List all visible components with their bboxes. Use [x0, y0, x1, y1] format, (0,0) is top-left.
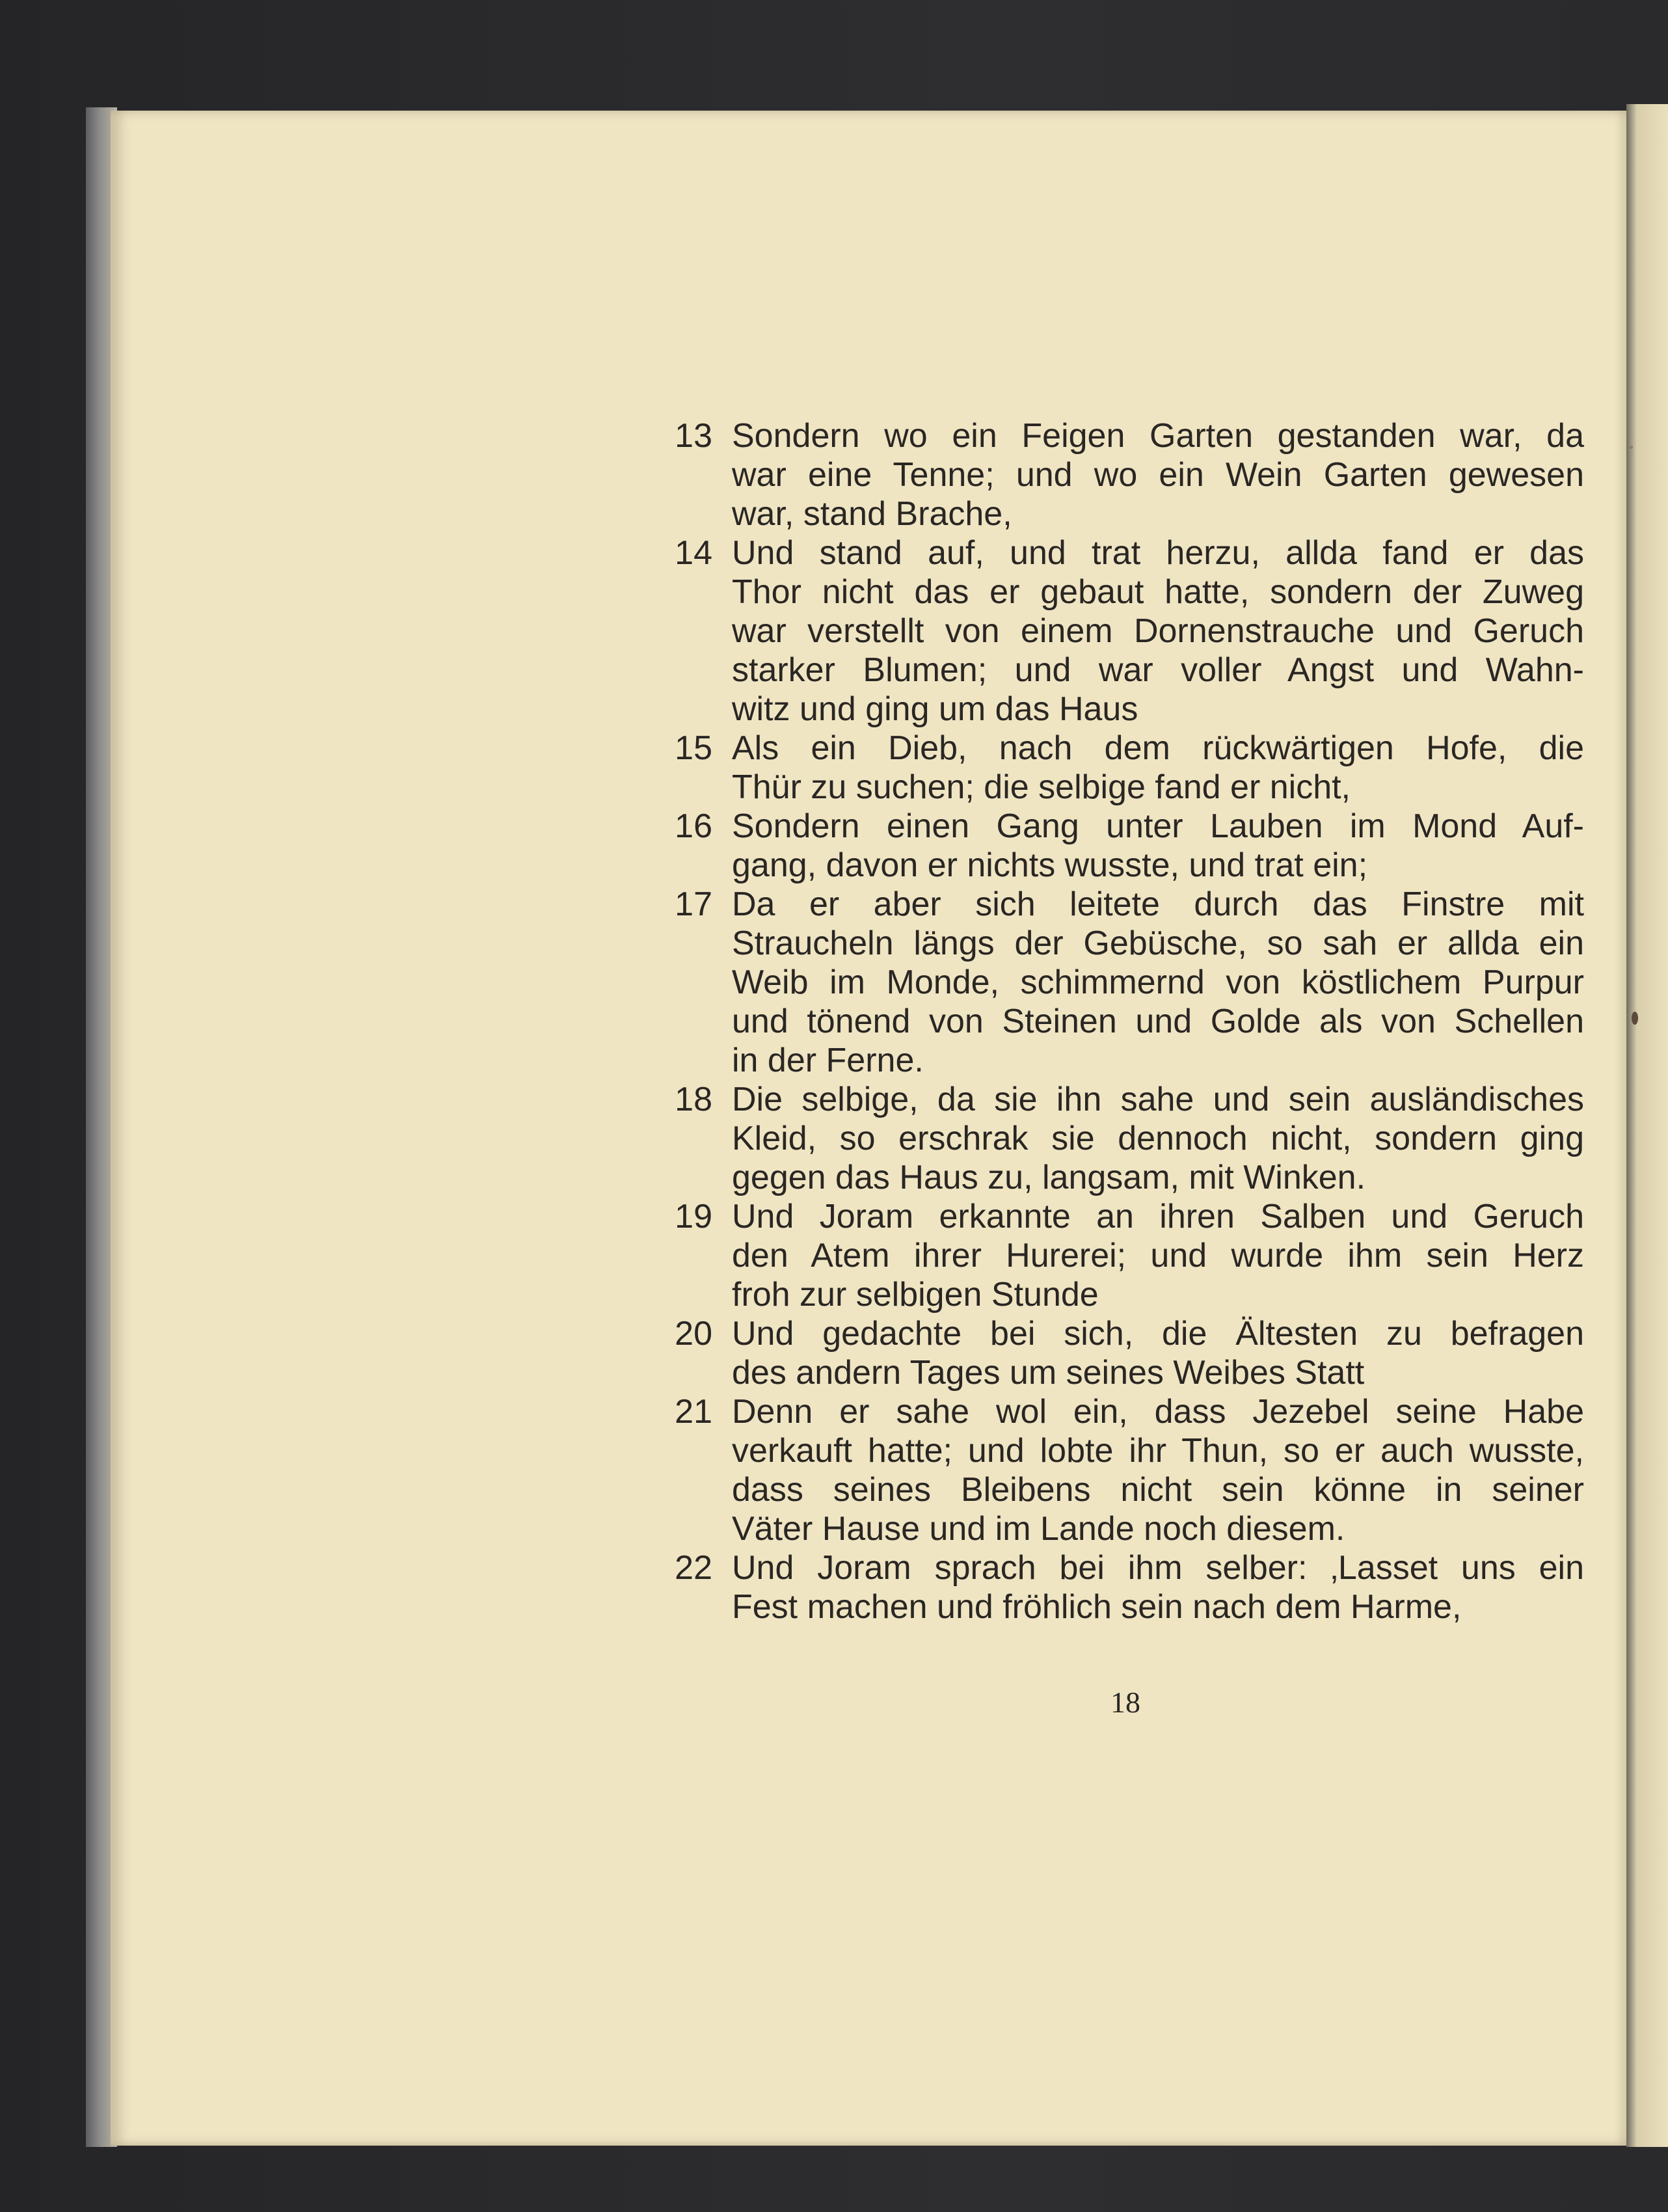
facing-page-edge: [1626, 104, 1668, 2147]
verse-number: 22: [675, 1549, 712, 1587]
verse-line: Und gedachte bei sich, die Ältesten zu befragen: [732, 1315, 1584, 1353]
ink-speck: [1632, 1012, 1638, 1025]
verse: [644, 533, 1584, 729]
verse-line: starker Blumen; und war voller Angst und Wahn-: [732, 651, 1584, 689]
verse-number: 19: [675, 1198, 712, 1235]
page-number: 18: [1110, 1686, 1140, 1719]
verse-line: Weib im Monde, schimmernd von köstlichem Purpur: [732, 964, 1584, 1001]
verse-line: verkauft hatte; und lobte ihr Thun, so er auch wusste,: [732, 1432, 1584, 1470]
verse-body: [732, 885, 1584, 1080]
verse-line: Und Joram erkannte an ihren Salben und Geruch: [732, 1198, 1584, 1235]
verse-body: [732, 1392, 1584, 1548]
verse-body: [732, 1314, 1584, 1392]
verse: [644, 1548, 1584, 1626]
verse-line: und tönend von Steinen und Golde als von Schellen: [732, 1003, 1584, 1040]
verse-line: Sondern wo ein Feigen Garten gestanden war, da: [732, 417, 1584, 455]
verse-number: 14: [675, 534, 712, 572]
verse-body: [732, 1080, 1584, 1197]
verse-line: Da er aber sich leitete durch das Finstre mit: [732, 885, 1584, 923]
verse-line: dass seines Bleibens nicht sein könne in seiner: [732, 1471, 1584, 1509]
verse: [644, 1197, 1584, 1314]
verse-line: Straucheln längs der Gebüsche, so sah er allda ein: [732, 924, 1584, 962]
verse-body: [732, 416, 1584, 533]
verse-line: witz und ging um das Haus: [732, 690, 1138, 728]
verse: [644, 416, 1584, 533]
verse-line: gang, davon er nichts wusste, und trat ein;: [732, 846, 1368, 884]
ink-speck: [1630, 446, 1633, 449]
verse-text-block: [644, 416, 1584, 1626]
verse-number: 18: [675, 1081, 712, 1118]
verse: [644, 729, 1584, 807]
verse: [644, 885, 1584, 1080]
verse: [644, 1314, 1584, 1392]
verse-line: Und Joram sprach bei ihm selber: ‚Lasset uns ein: [732, 1549, 1584, 1587]
verse-line: Väter Hause und im Lande noch diesem.: [732, 1510, 1345, 1548]
verse-number: 17: [675, 885, 712, 923]
verse-line: des andern Tages um seines Weibes Statt: [732, 1354, 1365, 1392]
verse-number: 13: [675, 417, 712, 455]
verse: [644, 1392, 1584, 1548]
verse-line: froh zur selbigen Stunde: [732, 1276, 1099, 1314]
verse-number: 15: [675, 729, 712, 767]
verse-line: Und stand auf, und trat herzu, allda fand er das: [732, 534, 1584, 572]
verse-number: 21: [675, 1393, 712, 1431]
verse-line: Als ein Dieb, nach dem rückwärtigen Hofe, die: [732, 729, 1584, 767]
verse-line: Denn er sahe wol ein, dass Jezebel seine Habe: [732, 1393, 1584, 1431]
verse-line: in der Ferne.: [732, 1042, 924, 1079]
verse-body: [732, 533, 1584, 729]
verse-number: 20: [675, 1315, 712, 1353]
verse: [644, 1080, 1584, 1197]
verse-line: gegen das Haus zu, langsam, mit Winken.: [732, 1159, 1366, 1196]
verse-number: 16: [675, 807, 712, 845]
verse-line: Sondern einen Gang unter Lauben im Mond Auf-: [732, 807, 1584, 845]
verse-line: Kleid, so erschrak sie dennoch nicht, sondern ging: [732, 1120, 1584, 1157]
verse-body: [732, 729, 1584, 807]
verse-line: den Atem ihrer Hurerei; und wurde ihm sein Herz: [732, 1237, 1584, 1275]
verse: [644, 807, 1584, 885]
verse-line: Die selbige, da sie ihn sahe und sein ausländisches: [732, 1081, 1584, 1118]
verse-line: war, stand Brache,: [732, 495, 1012, 533]
verse-body: [732, 807, 1584, 885]
verse-line: Thür zu suchen; die selbige fand er nicht,: [732, 768, 1351, 806]
verse-line: Thor nicht das er gebaut hatte, sondern der Zuweg: [732, 573, 1584, 611]
verse-line: war eine Tenne; und wo ein Wein Garten gewesen: [732, 456, 1584, 494]
verse-line: war verstellt von einem Dornenstrauche und Geruch: [732, 612, 1584, 650]
verse-body: [732, 1197, 1584, 1314]
verse-line: Fest machen und fröhlich sein nach dem Harme,: [732, 1588, 1462, 1626]
verse-body: [732, 1548, 1584, 1626]
